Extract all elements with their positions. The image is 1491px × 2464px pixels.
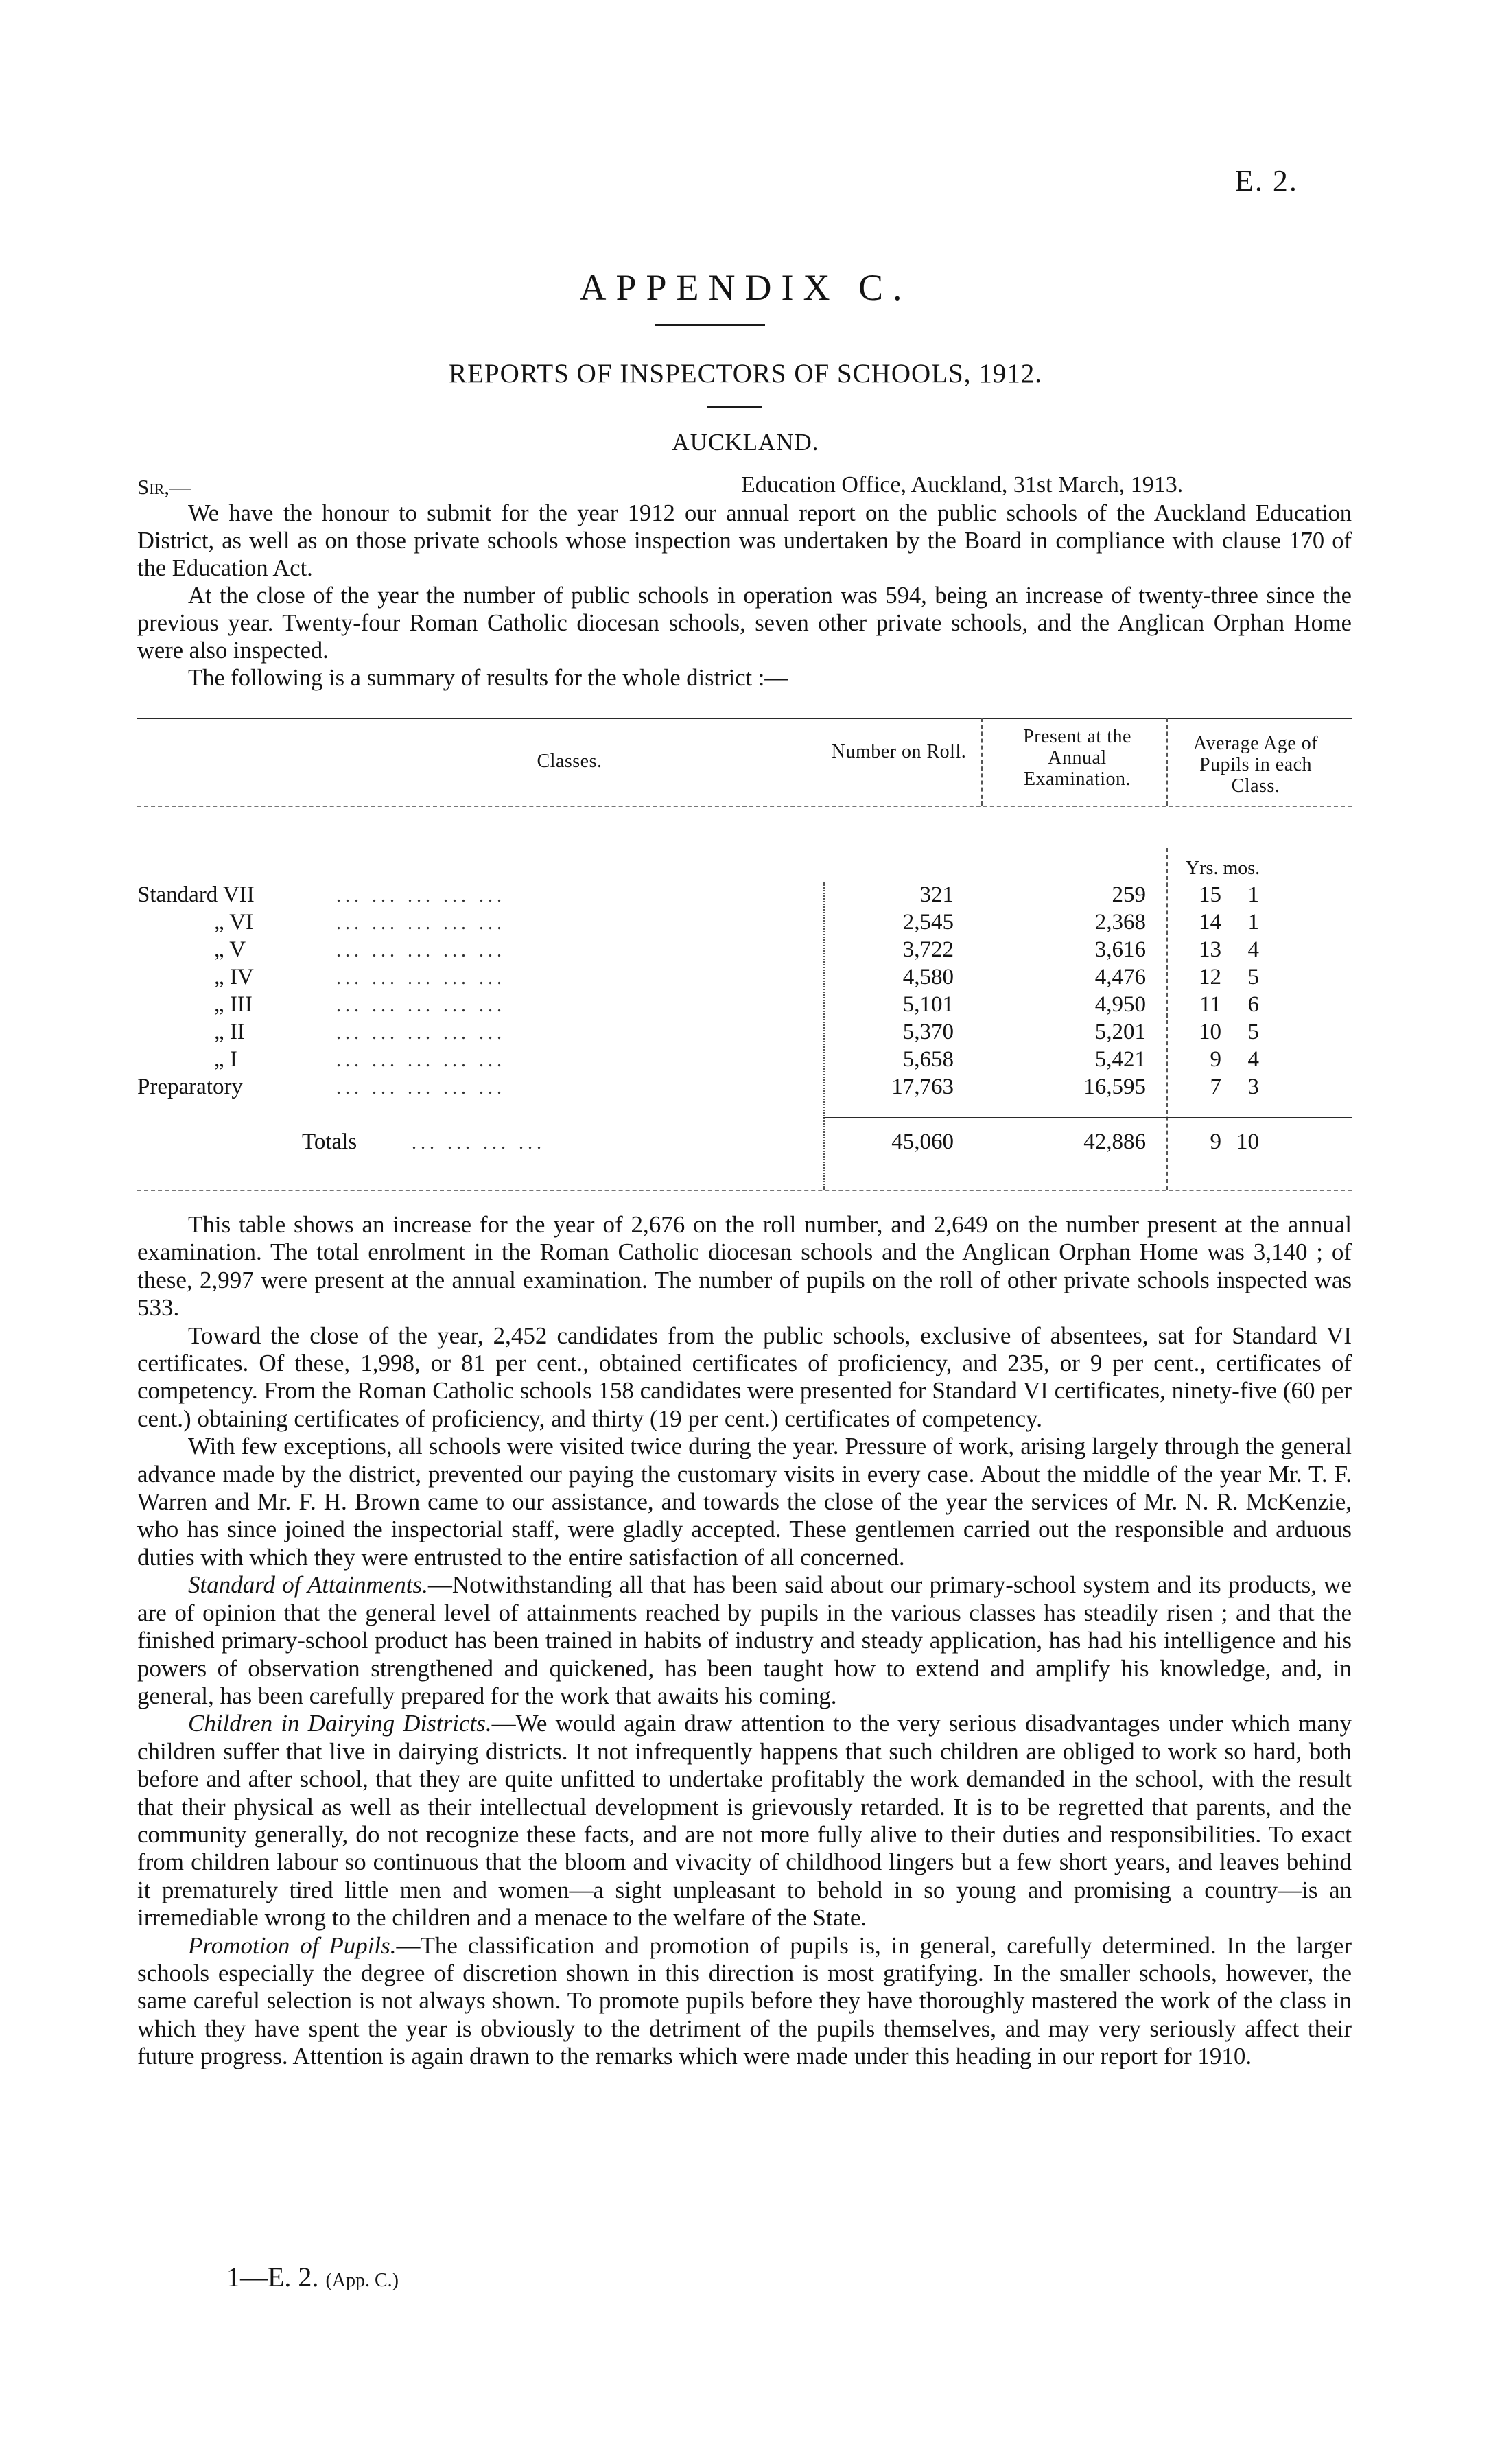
roll-value: 5,370 bbox=[902, 1020, 954, 1044]
present-value: 4,950 bbox=[1094, 992, 1146, 1017]
intro-paragraph: We have the honour to submit for the year 1912 our annual report on the public schools of the Auckland Education District, as well as on those private schools whose inspection was undertaken by the Board in compliance with clause 170 of the Education Act. bbox=[137, 500, 1352, 581]
subtitle-rule bbox=[707, 406, 762, 408]
age-years: 11 bbox=[1199, 992, 1221, 1017]
section-heading: Standard of Attainments. bbox=[188, 1571, 428, 1599]
class-label: Standard VII bbox=[137, 882, 255, 907]
dateline: Education Office, Auckland, 31st March, 1913. bbox=[741, 472, 1184, 497]
totals-label: Totals bbox=[302, 1129, 357, 1154]
section-heading: Children in Dairying Districts. bbox=[188, 1710, 492, 1737]
age-months: 1 bbox=[1247, 910, 1259, 935]
column-divider bbox=[981, 718, 983, 806]
roll-value: 5,658 bbox=[902, 1047, 954, 1072]
leader-dots: ... ... ... ... ... bbox=[336, 913, 506, 934]
paragraph bbox=[137, 1571, 1352, 1710]
age-units: Yrs. mos. bbox=[1186, 858, 1260, 879]
present-value: 5,421 bbox=[1094, 1047, 1146, 1072]
table-row bbox=[137, 1047, 1352, 1075]
class-label: „ I bbox=[214, 1047, 237, 1072]
section-text: —The classification and promotion of pupils is, in general, carefully determined. In the larger schools especially the degree of discretion shown in this direction is most gratifying. In the smaller schools, however, the same careful selection is not always shown. To promote pupils before they have thoroughly mastered the work of the class in which they have spent the year is obviously to the detriment of the pupils themselves, and may very seriously affect their future progress. Attention is again drawn to the remarks which were made under this heading in our report for 1910. bbox=[137, 1932, 1352, 2070]
age-years: 15 bbox=[1199, 882, 1221, 907]
header-roll: Number on Roll. bbox=[831, 741, 967, 762]
paragraph: This table shows an increase for the year of 2,676 on the roll number, and 2,649 on the number present at the annual examination. The total enrolment in the Roman Catholic diocesan schools and the Anglican Orphan Home was 3,140 ; of these, 2,997 were present at the annual examination. The number of pupils on the roll of other private schools inspected was 533. bbox=[137, 1211, 1352, 1322]
table-row bbox=[137, 910, 1352, 937]
age-months: 4 bbox=[1247, 937, 1259, 962]
leader-dots: ... ... ... ... bbox=[412, 1132, 545, 1153]
roll-value: 3,722 bbox=[902, 937, 954, 962]
roll-total: 45,060 bbox=[891, 1129, 954, 1154]
intro-paragraph: At the close of the year the number of public schools in operation was 594, being an increase of twenty-three since the previous year. Twenty-four Roman Catholic diocesan schools, seven other private schools, and the Anglican Orphan Home were also inspected. bbox=[137, 583, 1352, 664]
salutation: Sir,— bbox=[137, 475, 191, 499]
footer-signature: 1—E. 2. bbox=[226, 2262, 319, 2292]
age-months: 5 bbox=[1247, 1020, 1259, 1044]
district-heading: AUCKLAND. bbox=[672, 429, 819, 456]
leader-dots: ... ... ... ... ... bbox=[336, 940, 506, 961]
present-value: 16,595 bbox=[1083, 1075, 1146, 1099]
present-value: 3,616 bbox=[1094, 937, 1146, 962]
table-row bbox=[137, 992, 1352, 1020]
header-rule bbox=[137, 806, 1352, 807]
footer-appendix-ref: (App. C.) bbox=[325, 2270, 399, 2291]
age-months: 5 bbox=[1247, 965, 1259, 989]
age-years: 7 bbox=[1210, 1075, 1221, 1099]
table-row bbox=[137, 1075, 1352, 1102]
age-months: 3 bbox=[1247, 1075, 1259, 1099]
intro-text bbox=[137, 500, 1352, 692]
summary-table bbox=[137, 718, 1352, 1198]
age-years: 14 bbox=[1199, 910, 1221, 935]
table-row bbox=[137, 965, 1352, 992]
totals-rule bbox=[823, 1117, 1352, 1118]
appendix-title: APPENDIX C. bbox=[579, 267, 912, 308]
title-rule bbox=[655, 324, 765, 326]
age-years: 13 bbox=[1199, 937, 1221, 962]
present-value: 4,476 bbox=[1094, 965, 1146, 989]
page-footer bbox=[226, 2261, 399, 2293]
totals-row bbox=[137, 1129, 1352, 1157]
class-label: „ II bbox=[214, 1020, 245, 1044]
class-label: „ III bbox=[214, 992, 253, 1017]
report-body bbox=[137, 1211, 1352, 2071]
age-years: 12 bbox=[1199, 965, 1221, 989]
intro-paragraph: The following is a summary of results for the whole district :— bbox=[188, 665, 788, 691]
paragraph: With few exceptions, all schools were visited twice during the year. Pressure of work, arising largely through the general advance made by the district, prevented our paying the customary visits in every case. About the middle of the year Mr. T. F. Warren and Mr. F. H. Brown came to our assistance, and towards the close of the year the services of Mr. N. R. McKenzie, who has since joined the inspectorial staff, were gladly accepted. These gentlemen carried out the responsible and arduous duties with which they were entrusted to the entire satisfaction of all concerned. bbox=[137, 1433, 1352, 1571]
table-row bbox=[137, 1020, 1352, 1047]
table-top-rule bbox=[137, 718, 1352, 719]
page-reference: E. 2. bbox=[1235, 164, 1298, 198]
paragraph: Toward the close of the year, 2,452 candidates from the public schools, exclusive of absentees, sat for Standard VI certificates. Of these, 1,998, or 81 per cent., obtained certificates of proficiency, and 235, or 9 per cent., certificates of competency. From the Roman Catholic schools 158 candidates were presented for Standard VI certificates, ninety-five (60 per cent.) obtaining certificates of proficiency, and thirty (19 per cent.) certificates of competency. bbox=[137, 1322, 1352, 1432]
roll-value: 321 bbox=[919, 882, 954, 907]
present-value: 2,368 bbox=[1094, 910, 1146, 935]
section-text: —We would again draw attention to the very serious disadvantages under which many children suffer that live in dairying districts. It not infrequently happens that such children are obliged to work so hard, both before and after school, that they are quite unfitted to undertake profitably the work demanded in the school, with the result that their physical as well as their intellectual development is grievously retarded. It is to be regretted that parents, and the community generally, do not recognize these facts, and are not more fully alive to their duties and responsibilities. To exact from children labour so continuous that the bloom and vivacity of childhood lingers but a few short years, and leaves behind it prematurely tired little men and women—a sight unpleasant to behold in so young and promising a country—is an irremediable wrong to the children and a menace to the welfare of the State. bbox=[137, 1710, 1352, 1932]
present-value: 5,201 bbox=[1094, 1020, 1146, 1044]
roll-value: 17,763 bbox=[891, 1075, 954, 1099]
class-label: „ V bbox=[214, 937, 246, 962]
leader-dots: ... ... ... ... ... bbox=[336, 1022, 506, 1044]
class-label: Preparatory bbox=[137, 1075, 243, 1099]
leader-dots: ... ... ... ... ... bbox=[336, 995, 506, 1016]
paragraph bbox=[137, 1710, 1352, 1932]
age-years-total: 9 bbox=[1210, 1129, 1221, 1154]
leader-dots: ... ... ... ... ... bbox=[336, 967, 506, 989]
table-row bbox=[137, 882, 1352, 910]
present-total: 42,886 bbox=[1083, 1129, 1146, 1154]
leader-dots: ... ... ... ... ... bbox=[336, 885, 506, 906]
leader-dots: ... ... ... ... ... bbox=[336, 1077, 506, 1099]
roll-value: 5,101 bbox=[902, 992, 954, 1017]
paragraph bbox=[137, 1932, 1352, 2071]
table-bottom-rule bbox=[137, 1190, 1352, 1191]
header-classes: Classes. bbox=[537, 751, 602, 772]
table-row bbox=[137, 937, 1352, 965]
age-months: 6 bbox=[1247, 992, 1259, 1017]
age-years: 9 bbox=[1210, 1047, 1221, 1072]
present-value: 259 bbox=[1112, 882, 1146, 907]
header-present: Present at the Annual Examination. bbox=[1023, 726, 1131, 790]
class-label: „ IV bbox=[214, 965, 254, 989]
reports-title: REPORTS OF INSPECTORS OF SCHOOLS, 1912. bbox=[449, 359, 1042, 388]
header-average-age: Average Age of Pupils in each Class. bbox=[1193, 733, 1319, 797]
age-months: 4 bbox=[1247, 1047, 1259, 1072]
roll-value: 4,580 bbox=[902, 965, 954, 989]
leader-dots: ... ... ... ... ... bbox=[336, 1050, 506, 1071]
section-heading: Promotion of Pupils. bbox=[188, 1932, 397, 1959]
age-years: 10 bbox=[1199, 1020, 1221, 1044]
age-months: 1 bbox=[1247, 882, 1259, 907]
age-months-total: 10 bbox=[1236, 1129, 1259, 1154]
section-text: —Notwithstanding all that has been said about our primary-school system and its products, we are of opinion that the general level of attainments reached by pupils in the various classes has steadily risen ; and that the finished primary-school product has been trained in habits of industry and steady application, has had his intelligence and his powers of observation strengthened and quickened, has been taught how to extend and amplify his knowledge, and, in general, has been carefully prepared for the work that awaits his coming. bbox=[137, 1571, 1352, 1709]
roll-value: 2,545 bbox=[902, 910, 954, 935]
column-divider bbox=[1166, 718, 1168, 806]
class-label: „ VI bbox=[214, 910, 254, 935]
